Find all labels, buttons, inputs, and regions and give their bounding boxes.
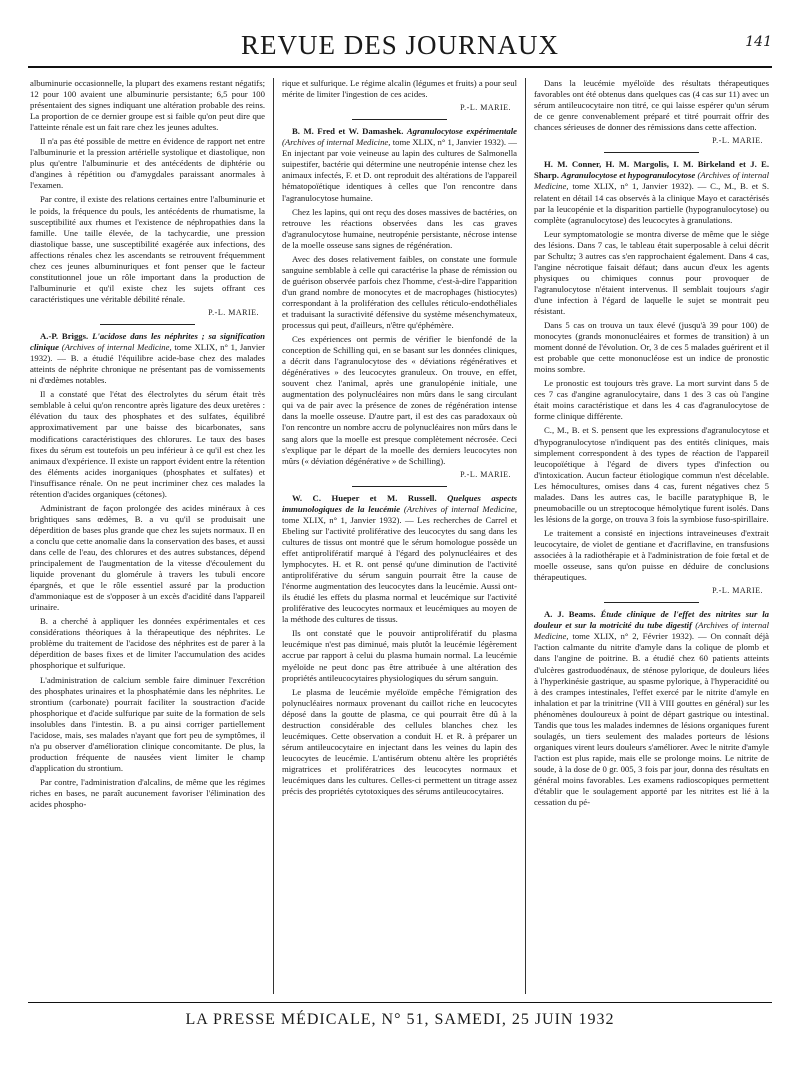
author-signature: P.-L. MARIE. — [712, 136, 763, 146]
journal-citation: (Archives of internal Medicine, — [403, 503, 517, 514]
article-separator — [100, 324, 195, 325]
paragraph: Leur symptomatologie se montra diverse de même que le siège des lésions. Dans 7 cas, le tableau était superposable à celui décrit par Schultz; 3 autres cas s'en rapprochaient également. Dans 4 cas, l'angine nécrotique faisait défaut; dans aucun d'eux les agents physiques ou chimiques connus pour provoquer de l'agranulocytose n'étaient intervenus. Il semblait toujours s'agir d'une infection à l'égard de laquelle le sujet se montrait peu résistant. — [534, 228, 769, 316]
paragraph: Par contre, il existe des relations certaines entre l'albuminurie et le poids, la fréquence du pouls, les antécédents de rhumatisme, la susceptibilité aux rhumes et l'existence de néphropathies dans la famille. Une taille élevée, de la tachycardie, une pression diastolique basse, une susceptibilité exagérée aux infections, des affections rénales chez les ascendants se retrouvent fréquemment chez ces jeunes albuminuriques et font penser que le facteur constitutionnel joue un rôle important dans la production de l'albuminurie et qu'il existe chez les sujets offrant ces caractéristiques une véritable débilité rénale. — [30, 194, 265, 304]
paragraph: Il a constaté que l'état des électrolytes du sérum était très semblable à celui qu'on rencontre après ligature des deux uretères : élévation du taux des phosphates et des sulfates, équilibré approximativement par une baisse des bicarbonates, sans modifications caractéristiques des chlorures. Le taux des bases fixes du sérum est toutefois un peu inférieur à ce qu'il est chez les animaux d'expérience. Il existe un rapport évident entre la rétention des éléments acides inorganiques (phosphates et sulfates) et l'insuffisance rénale. On ne peut incriminer chez ces malades la rétention d'acides organiques (cétones). — [30, 389, 265, 499]
paragraph: L'administration de calcium semble faire diminuer l'excrétion des phosphates urinaires et la phosphatémie dans les néphrites. Le strontium (carbonate) pourrait faciliter la soustraction d'acide phosphorique et d'acide sulfurique par suite de la formation de sels insolubles dans l'intestin. B. a pu ainsi corriger partiellement l'acidose, mais, ses malades n'ayant que fort peu de symptômes, il n'a pu observer d'amélioration clinique concomitante. De plus, la production fréquente de nausées vient limiter le champ d'application du strontium. — [30, 674, 265, 773]
paragraph: Le pronostic est toujours très grave. La mort survint dans 5 de ces 7 cas d'angine agranulocytaire, dans 1 des 3 cas où l'angine était moins caractéristique et dans les 4 cas d'agranulocytose de forme clinique différente. — [534, 378, 769, 422]
article-text: tome XLIX, n° 1, Janvier 1932). — En injectant par voie veineuse au lapin des cultures de Salmonella suipestifer, bactérie qui détermine une neutropénie intense chez les animaux infectés, F. et D. ont reproduit des altérations de l'appareil hématopoïétique identiques à celles que l'on rencontre dans l'agranulocytose humaine. — [282, 137, 517, 203]
article-authors: A. J. Beams. — [544, 609, 596, 620]
text-column-3 — [534, 78, 769, 994]
column-divider — [273, 78, 274, 994]
article-heading — [534, 159, 769, 225]
article-heading — [282, 126, 517, 203]
paragraph: Le traitement a consisté en injections intraveineuses d'extrait leucocytaire, de violet de gentiane et d'acriflavine, en transfusions associées à la radiothérapie et à l'administration de foie fœtal et de moelle osseuse, sans qu'on puisse en déduire de conclusions thérapeutiques. — [534, 527, 769, 583]
paragraph: rique et sulfurique. Le régime alcalin (légumes et fruits) a pour seul mérite de limiter l'ingestion de ces acides. — [282, 78, 517, 100]
article-separator — [604, 152, 699, 153]
article-heading — [30, 331, 265, 386]
article-authors: W. C. Hueper et M. Russell. — [292, 492, 437, 503]
article-separator — [604, 602, 699, 603]
paragraph: Administrant de façon prolongée des acides minéraux à ces brightiques sans œdèmes, B. a vu qu'il se produisait une déperdition de bases plus grande que chez les sujets normaux. Il en a conclu que cette anomalie dans la conservation des bases, et aussi dans celle de l'eau, des chlorures et des autres substances, dépend principalement de l'augmentation de la vitesse d'écoulement du liquide provenant du glomérule à travers les tubuli encore épargnés, et que le rôle essentiel assuré par la production d'ammoniaque est de s'opposer à un excès d'acidité dans l'appareil urinaire. — [30, 502, 265, 613]
article-separator — [352, 119, 447, 120]
paragraph: albuminurie occasionnelle, la plupart des examens restant négatifs; 12 pour 100 avaient une albuminurie persistante; 6,5 pour 100 présentaient des signes indiquant une altération probable des reins. La proportion de ce dernier groupe est si faible qu'on peut dire que l'atteinte rénale est un fait rare chez les jeunes adultes. — [30, 78, 265, 133]
article-authors: A.-P. Briggs. — [40, 331, 89, 342]
paragraph: Ils ont constaté que le pouvoir antiprolifératif du plasma leucémique n'est pas diminué, mais plutôt la leucémie légèrement accrue par rapport à celui du plasma humain normal. La leucémie myéloïde ne peut donc pas être attribuée à une altération des propriétés antileucocytaires physiologiques du sérum sanguin. — [282, 628, 517, 683]
page-number: 141 — [745, 34, 772, 50]
article-title: Agranulocytose et hypogranulocytose — [561, 170, 696, 181]
journal-title: REVUE DES JOURNAUX — [240, 30, 559, 60]
footer-text: LA PRESSE MÉDICALE, N° 51, SAMEDI, 25 JUIN 1932 — [185, 1011, 615, 1028]
author-signature: P.-L. MARIE. — [460, 103, 511, 113]
article-separator — [352, 486, 447, 487]
article-text: tome XLIX, n° 2, Février 1932). — On connaît déjà l'action calmante du nitrite d'amyle dans la colique de plomb et dans l'angine de poitrine. B. a étudié chez 60 patients atteints d'ulcères gastroduodénaux, de sténose pylorique, de douleurs liées à l'hyperkinésie gastrique, au spasme pylorique, à l'hyperacidité ou à des crampes intestinales, l'effet exercé par le nitrite d'amyle en inhalation et par la trinitrine (VII à VIII gouttes en général) sur les phénomènes douloureux à point de départ gastrique ou intestinal. Tandis que tous les malades indemnes de lésions organiques furent soulagés, un tiers seulement des malades porteurs de lésions organiques virent leurs douleurs s'améliorer. Avec le nitrite d'amyle l'action est plus rapide, mais elle se prolonge moins. Le nitrite de soude, à la dose de 0 gr. 005, 3 fois par jour, donna des résultats en général moins favorables. Les examens radioscopiques permettent d'établir que le soulagement apporté par les nitrites est lié à la cessation du pé- — [534, 631, 769, 808]
author-signature: P.-L. MARIE. — [712, 586, 763, 596]
paragraph: Le plasma de leucémie myéloïde empêche l'émigration des polynucléaires normaux provenant du caillot riche en leucocytes déposé dans la goutte de plasma, ce qui pourrait être dû à la destruction considérable des cellules blanches chez les leucémiques. Cette observation a conduit H. et R. à préparer un sérum antileucocytaire en injectant dans les veines du lapin des leucocytes de leucémie. L'antisérum obtenu altère les propriétés migratrices et prolifératrices des leucocytes normaux et leucémiques dans les cultures. Celles-ci permettent un titrage assez précis des propriétés cytotoxiques des sérums antileucocytaires. — [282, 686, 517, 797]
paragraph: Ces expériences ont permis de vérifier le bienfondé de la conception de Schilling qui, en se basant sur les données cliniques, a décrit dans l'agranulocytose des « déviations régénératives et dégénératives » des leucocytes granuleux. On trouve, en effet, souvent chez l'animal, après une granulopénie initiale, une augmentation des polynucléaires non mûrs dans le sang circulant qui va de pair avec la présence de zones de régénération intense dans la moelle osseuse. D'autre part, il est des cas paradoxaux où l'on rencontre un nombre accru de polynucléaires non mûrs dans le sang alors que la moelle est presque complètement nécrosée. Ceci s'explique par le départ de la moelle des derniers leucocytes non mûrs (« déviation dégénérative » de Schilling). — [282, 334, 517, 466]
article-authors: B. M. Fred et W. Damashek. — [292, 126, 404, 137]
paragraph: Par contre, l'administration d'alcalins, de même que les régimes riches en bases, ne paraît aucunement favoriser l'élimination des acides phospho- — [30, 776, 265, 810]
text-column-2 — [282, 78, 517, 994]
page-header — [28, 26, 772, 68]
text-column-1 — [30, 78, 265, 994]
journal-citation: (Archives of internal Medicine, — [534, 170, 769, 192]
paragraph: C., M., B. et S. pensent que les expressions d'agranulocytose et d'hypogranulocytose n'indiquent pas des entités cliniques, mais simplement correspondent à des types de réaction de l'appareil leucopoïétique à l'égard de divers types d'infection ou d'intoxication. Aucun facteur étiologique commun n'est décelable. Les hémocultures, omises dans 4 cas, furent négatives chez 5 malades. Dans les autres cas, le bacille paratyphique B, le pneumobacille ou un streptocoque hémolytique furent isolés. Dans les lésions de la gorge, on trouva 3 fois la symbiose fuso-spirillaire. — [534, 425, 769, 524]
article-text: tome XLIX, n° 1, Janvier 1932). — C., M., B. et S. relatent en détail 14 cas observés à la clinique Mayo et caractérisés par la leucopénie et la disparition partielle (hypogranulocytose) ou complète (agranulocytose) des leucocytes à granulations. — [534, 181, 769, 225]
author-signature: P.-L. MARIE. — [460, 469, 511, 479]
paragraph: Chez les lapins, qui ont reçu des doses massives de bactéries, on retrouve les réactions observées dans les cas graves d'agranulocytose humaine, neutropénie persistante, nécrose intense de la moelle osseuse sans signes de régénération. — [282, 206, 517, 250]
article-text: tome XLIX, n° 1, Janvier 1932). — B. a étudié l'équilibre acide-base chez des malades atteints de néphrite chronique ne présentant pas de vomissements ni d'œdèmes notables. — [30, 342, 265, 386]
paragraph: Dans la leucémie myéloïde des résultats thérapeutiques favorables ont été obtenus dans quelques cas (4 cas sur 11) avec un sérum antileucocytaire non titré, ce qui laisse espérer qu'un sérum de ce genre convenablement préparé et titré pourrait offrir des chances sérieuses de donner des rémissions dans cette affection. — [534, 78, 769, 133]
article-title: Étude clinique de l'effet des nitrites sur la douleur et sur la motricité du tube digestif — [534, 609, 769, 631]
page-footer — [28, 1002, 772, 1033]
author-signature: P.-L. MARIE. — [208, 307, 259, 317]
article-heading — [282, 493, 517, 626]
paragraph: Il n'a pas été possible de mettre en évidence de rapport net entre l'albuminurie et la pression artérielle systolique et diastolique, non plus qu'entre l'albuminurie et des antécédents de diphtérie ou d'angines à répétition ou d'amygdales paraissant anormales à l'examen. — [30, 136, 265, 191]
column-divider — [525, 78, 526, 994]
article-heading — [534, 609, 769, 808]
article-title: L'acidose dans les néphrites ; sa signification clinique — [30, 331, 265, 353]
paragraph: B. a cherché à appliquer les données expérimentales et ces considérations théoriques à la thérapeutique des néphrites. Le problème du traitement de l'acidose des néphrites est de parer à la déperdition de bases fixes et de limiter l'accumulation des acides phosphorique et sulfurique. — [30, 616, 265, 671]
journal-citation: (Archives of internal Medicine, — [534, 620, 769, 642]
journal-citation: (Archives of internal Medicine, — [282, 137, 391, 148]
paragraph: Avec des doses relativement faibles, on constate une formule sanguine semblable à celle qui caractérise la phase de rémission ou de guérison observée parfois chez l'homme, c'est-à-dire l'apparition d'un grand nombre de monocytes et de macrophages (histiocytes) correspondant à la prolifération des cellules réticulo-endothéliales et traduisant la suractivité défensive du système mésenchymateux, processus qui peut, d'ailleurs, n'être qu'éphémère. — [282, 253, 517, 331]
article-title: Agranulocytose expérimentale — [406, 126, 517, 137]
article-title: Quelques aspects immunologiques de la leucémie — [282, 492, 517, 514]
article-authors: H. M. Conner, H. M. Margolis, I. M. Birkeland et J. E. Sharp. — [534, 159, 769, 181]
journal-citation: (Archives of internal Medicine, — [61, 342, 172, 353]
paragraph: Dans 5 cas on trouva un taux élevé (jusqu'à 39 pour 100) de monocytes (grands mononucléaires et formes de transition) à un moment donné de l'évolution. Or, 3 de ces 5 malades guérirent et il est probable que cette mononucléose est un indice de pronostic moins sombre. — [534, 320, 769, 375]
article-text: tome XLIX, n° 1, Janvier 1932). — Les recherches de Carrel et Ebeling sur l'activité proliférative des leucocytes du sang dans les cultures de tissus ont montré que le sérum homologue possède un effet antiprolifératif marqué à l'égard des polynucléaires et des lymphocytes. H. et R. ont pensé qu'une diminution de l'activité antiproliférative du sérum sanguin pourrait être la cause de l'énorme augmentation des leucocytes dans la leucémie. Aussi ont-ils étudié les effets du plasma normal et leucémique sur l'activité proliférative des leucocytes normaux et leucémiques au moyen de la méthode des cultures de tissus. — [282, 514, 517, 625]
